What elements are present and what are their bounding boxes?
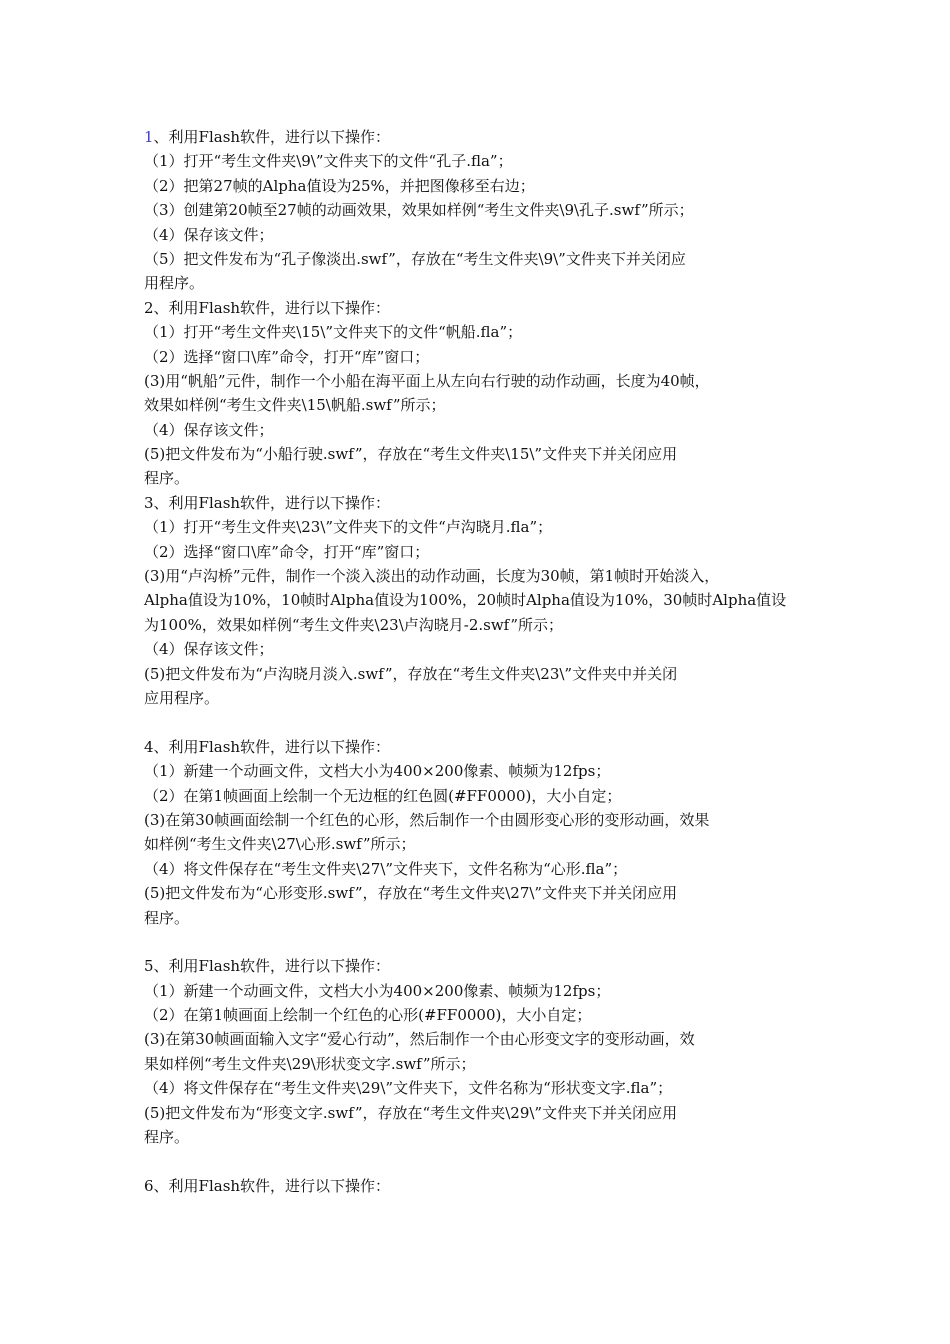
line-text: (5)把文件发布为“小船行驶.swf”，存放在“考生文件夹\15\”文件夹下并关闭应用 bbox=[144, 445, 678, 464]
line-text: 为100%，效果如样例“考生文件夹\23\卢沟晓月-2.swf”所示； bbox=[144, 615, 563, 634]
line-text: （2）在第1帧画面上绘制一个无边框的红色圆(#FF0000)，大小自定； bbox=[144, 786, 622, 805]
line-text: （1）打开“考生文件夹\9\”文件夹下的文件“孔子.fla”； bbox=[144, 152, 513, 171]
text-line bbox=[144, 247, 814, 271]
line-text: （4）将文件保存在“考生文件夹\29\”文件夹下，文件名称为“形状变文字.fla”； bbox=[144, 1079, 673, 1098]
text-line bbox=[144, 418, 814, 442]
text-line bbox=[144, 540, 814, 564]
text-line bbox=[144, 271, 814, 295]
line-text: 2、利用Flash软件，进行以下操作： bbox=[144, 298, 391, 317]
line-text: 程序。 bbox=[144, 908, 190, 927]
text-line bbox=[144, 979, 814, 1003]
line-text: （4）保存该文件； bbox=[144, 420, 274, 439]
line-text: 效果如样例“考生文件夹\15\帆船.swf”所示； bbox=[144, 396, 446, 415]
text-line bbox=[144, 125, 814, 149]
line-text: 程序。 bbox=[144, 469, 190, 488]
text-line bbox=[144, 832, 814, 856]
line-text: （2）在第1帧画面上绘制一个红色的心形(#FF0000)，大小自定； bbox=[144, 1006, 592, 1025]
text-line bbox=[144, 466, 814, 490]
text-line bbox=[144, 369, 814, 393]
text-line bbox=[144, 393, 814, 417]
line-text: （2）把第27帧的Alpha值设为25%，并把图像移至右边； bbox=[144, 176, 535, 195]
line-text: 6、利用Flash软件，进行以下操作： bbox=[144, 1176, 391, 1195]
line-text: (3)在第30帧画面输入文字“爱心行动”，然后制作一个由心形变文字的变形动画，效 bbox=[144, 1030, 695, 1049]
blank-line bbox=[144, 930, 814, 954]
text-line bbox=[144, 223, 814, 247]
text-line bbox=[144, 808, 814, 832]
line-text: （1）新建一个动画文件，文档大小为400×200像素、帧频为12fps； bbox=[144, 762, 611, 781]
text-line bbox=[144, 662, 814, 686]
text-line bbox=[144, 442, 814, 466]
document-body bbox=[144, 125, 814, 1198]
text-line bbox=[144, 149, 814, 173]
line-text: (3)用“帆船”元件，制作一个小船在海平面上从左向右行驶的动作动画，长度为40帧， bbox=[144, 371, 710, 390]
text-line bbox=[144, 1101, 814, 1125]
text-line bbox=[144, 857, 814, 881]
line-text: 如样例“考生文件夹\27\心形.swf”所示； bbox=[144, 835, 416, 854]
line-text: (3)用“卢沟桥”元件，制作一个淡入淡出的动作动画，长度为30帧，第1帧时开始淡入， bbox=[144, 567, 720, 586]
text-line bbox=[144, 198, 814, 222]
line-text: 、利用Flash软件，进行以下操作： bbox=[153, 128, 391, 146]
text-line bbox=[144, 1052, 814, 1076]
text-line bbox=[144, 637, 814, 661]
line-text: Alpha值设为10%，10帧时Alpha值设为100%，20帧时Alpha值设为10%，30帧时Alpha值设 bbox=[144, 591, 787, 610]
text-line bbox=[144, 954, 814, 978]
line-text: （1）新建一个动画文件，文档大小为400×200像素、帧频为12fps； bbox=[144, 981, 611, 1000]
text-line bbox=[144, 564, 814, 588]
text-line bbox=[144, 345, 814, 369]
text-line bbox=[144, 613, 814, 637]
question-number: 1 bbox=[144, 128, 154, 146]
line-text: （4）将文件保存在“考生文件夹\27\”文件夹下，文件名称为“心形.fla”； bbox=[144, 859, 628, 878]
text-line bbox=[144, 881, 814, 905]
line-text: (5)把文件发布为“心形变形.swf”，存放在“考生文件夹\27\”文件夹下并关闭应用 bbox=[144, 884, 678, 903]
line-text: （2）选择“窗口\库”命令，打开“库”窗口； bbox=[144, 347, 430, 366]
line-text: (5)把文件发布为“卢沟晓月淡入.swf”，存放在“考生文件夹\23\”文件夹中并关闭 bbox=[144, 664, 678, 683]
text-line bbox=[144, 296, 814, 320]
text-line bbox=[144, 759, 814, 783]
blank-line bbox=[144, 1149, 814, 1173]
line-text: 用程序。 bbox=[144, 274, 205, 293]
line-text: 程序。 bbox=[144, 1128, 190, 1147]
text-line bbox=[144, 515, 814, 539]
text-line bbox=[144, 686, 814, 710]
blank-line bbox=[144, 710, 814, 734]
text-line bbox=[144, 906, 814, 930]
text-line bbox=[144, 1125, 814, 1149]
line-text: （1）打开“考生文件夹\15\”文件夹下的文件“帆船.fla”； bbox=[144, 323, 523, 342]
line-text: （2）选择“窗口\库”命令，打开“库”窗口； bbox=[144, 542, 430, 561]
line-text: （4）保存该文件； bbox=[144, 640, 274, 659]
text-line bbox=[144, 1003, 814, 1027]
line-text: （1）打开“考生文件夹\23\”文件夹下的文件“卢沟晓月.fla”； bbox=[144, 518, 553, 537]
text-line bbox=[144, 1027, 814, 1051]
line-text: （5）把文件发布为“孔子像淡出.swf”，存放在“考生文件夹\9\”文件夹下并关闭应 bbox=[144, 249, 686, 268]
line-text: 5、利用Flash软件，进行以下操作： bbox=[144, 957, 391, 976]
text-line bbox=[144, 588, 814, 612]
text-line bbox=[144, 1174, 814, 1198]
line-text: 3、利用Flash软件，进行以下操作： bbox=[144, 493, 391, 512]
text-line bbox=[144, 1076, 814, 1100]
line-text: （4）保存该文件； bbox=[144, 225, 274, 244]
line-text: (3)在第30帧画面绘制一个红色的心形，然后制作一个由圆形变心形的变形动画，效果 bbox=[144, 810, 710, 829]
text-line bbox=[144, 174, 814, 198]
line-text: （3）创建第20帧至27帧的动画效果，效果如样例“考生文件夹\9\孔子.swf”所示； bbox=[144, 201, 694, 220]
line-text: 果如样例“考生文件夹\29\形状变文字.swf”所示； bbox=[144, 1054, 476, 1073]
line-text: 4、利用Flash软件，进行以下操作： bbox=[144, 737, 391, 756]
text-line bbox=[144, 491, 814, 515]
text-line bbox=[144, 784, 814, 808]
text-line bbox=[144, 320, 814, 344]
text-line bbox=[144, 735, 814, 759]
line-text: (5)把文件发布为“形变文字.swf”，存放在“考生文件夹\29\”文件夹下并关闭应用 bbox=[144, 1103, 678, 1122]
line-text: 应用程序。 bbox=[144, 688, 220, 707]
